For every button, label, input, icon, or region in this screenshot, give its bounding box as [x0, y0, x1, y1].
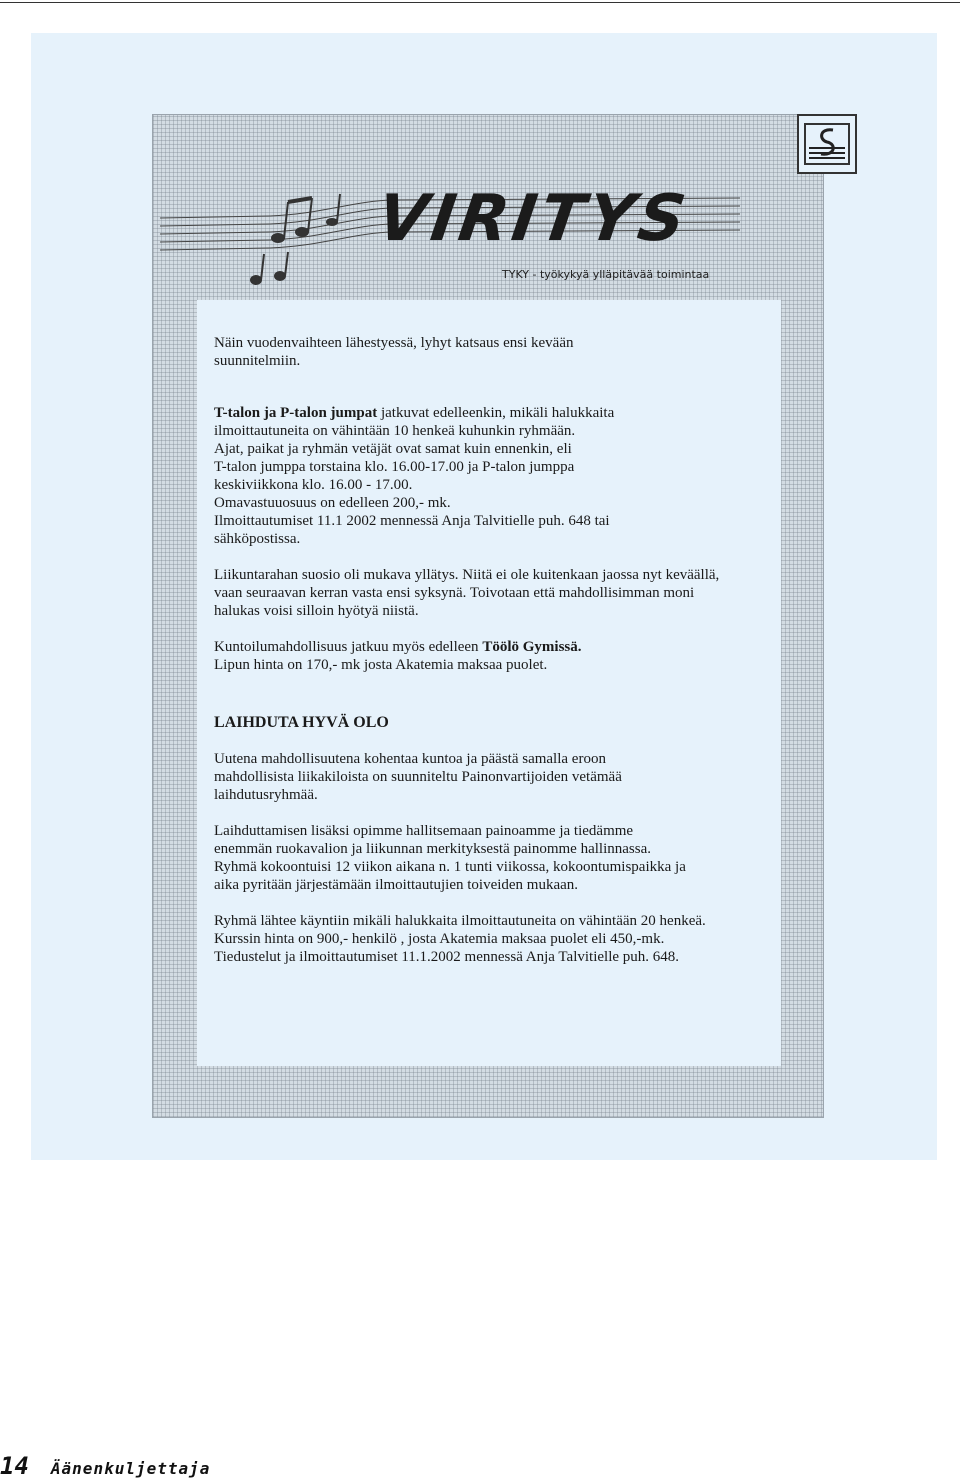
- sports-money-paragraph: Liikuntarahan suosio oli mukava yllätys. Niitä ei ole kuitenkaan jaossa nyt keväällä, vaan seuraavan kerran vasta ensi syksynä. Toivotaan että mahdollisimman moni halukas voisi silloin hyötyä niistä.: [214, 567, 720, 619]
- fitness-pre: Kuntoilumahdollisuus jatkuu myös edelleen: [214, 639, 483, 655]
- newsletter-title: VIRITYS: [372, 182, 694, 256]
- diet-paragraph-2: Laihduttamisen lisäksi opimme hallitsemaan painoamme ja tiedämme enemmän ruokavalion ja liikunnan merkityksestä painomme hallinnassa. Ryhmä kokoontuisi 12 viikon aikana n. 1 tunti viikossa, kokoontumispaikka ja aika pyritään järjestämään ilmoittautujien toiveiden mukaan.: [214, 823, 686, 893]
- gym-text: jatkuvat edelleenkin, mikäli halukkaita ilmoittautuneita on vähintään 10 henkeä kuhunkin ryhmään. Ajat, paikat ja ryhmän vetäjät ovat samat kuin ennenkin, eli T-talon jumppa torstaina klo. 16.00-17.00 ja P-talon jumppa keskiviikkona klo. 16.00 - 17.00. Omavastuuosuus on edelleen 200,- mk. Ilmoittautumiset 11.1 2002 mennessä Anja Talvitielle puh. 648 tai sähköpostissa.: [214, 405, 615, 547]
- page-footer: [0, 1452, 400, 1480]
- top-rule: [0, 2, 960, 3]
- intro-paragraph: Näin vuodenvaihteen lähestyessä, lyhyt katsaus ensi kevään suunnitelmiin.: [214, 335, 574, 369]
- fitness-paragraph: [214, 638, 784, 674]
- section-heading: LAIHDUTA HYVÄ OLO: [214, 714, 389, 731]
- publication-name: Äänenkuljettaja: [50, 1459, 211, 1478]
- gym-paragraph: [214, 404, 784, 548]
- gym-lead: T-talon ja P-talon jumpat: [214, 405, 378, 421]
- diet-paragraph-3: Ryhmä lähtee käyntiin mikäli halukkaita ilmoittautuneita on vähintään 20 henkeä. Kurssin hinta on 900,- henkilö , josta Akatemia maksaa puolet eli 450,-mk. Tiedustelut ja ilmoittautumiset 11.1.2002 mennessä Anja Talvitielle puh. 648.: [214, 913, 706, 965]
- newsletter-subtitle: TYKY - työkykyä ylläpitävää toimintaa: [502, 268, 710, 281]
- logo: [797, 114, 857, 174]
- diet-paragraph-1: Uutena mahdollisuutena kohentaa kuntoa ja päästä samalla eroon mahdollisista liikakiloista on suunniteltu Painonvartijoiden vetämää laihdutusryhmää.: [214, 751, 622, 803]
- music-notes-icon: [250, 194, 340, 285]
- fitness-post: Lipun hinta on 170,- mk josta Akatemia maksaa puolet.: [214, 657, 548, 673]
- article-body: [214, 334, 784, 966]
- logo-icon: [799, 116, 855, 172]
- fitness-venue: Töölö Gymissä.: [482, 639, 582, 655]
- page-number: 14: [0, 1452, 29, 1480]
